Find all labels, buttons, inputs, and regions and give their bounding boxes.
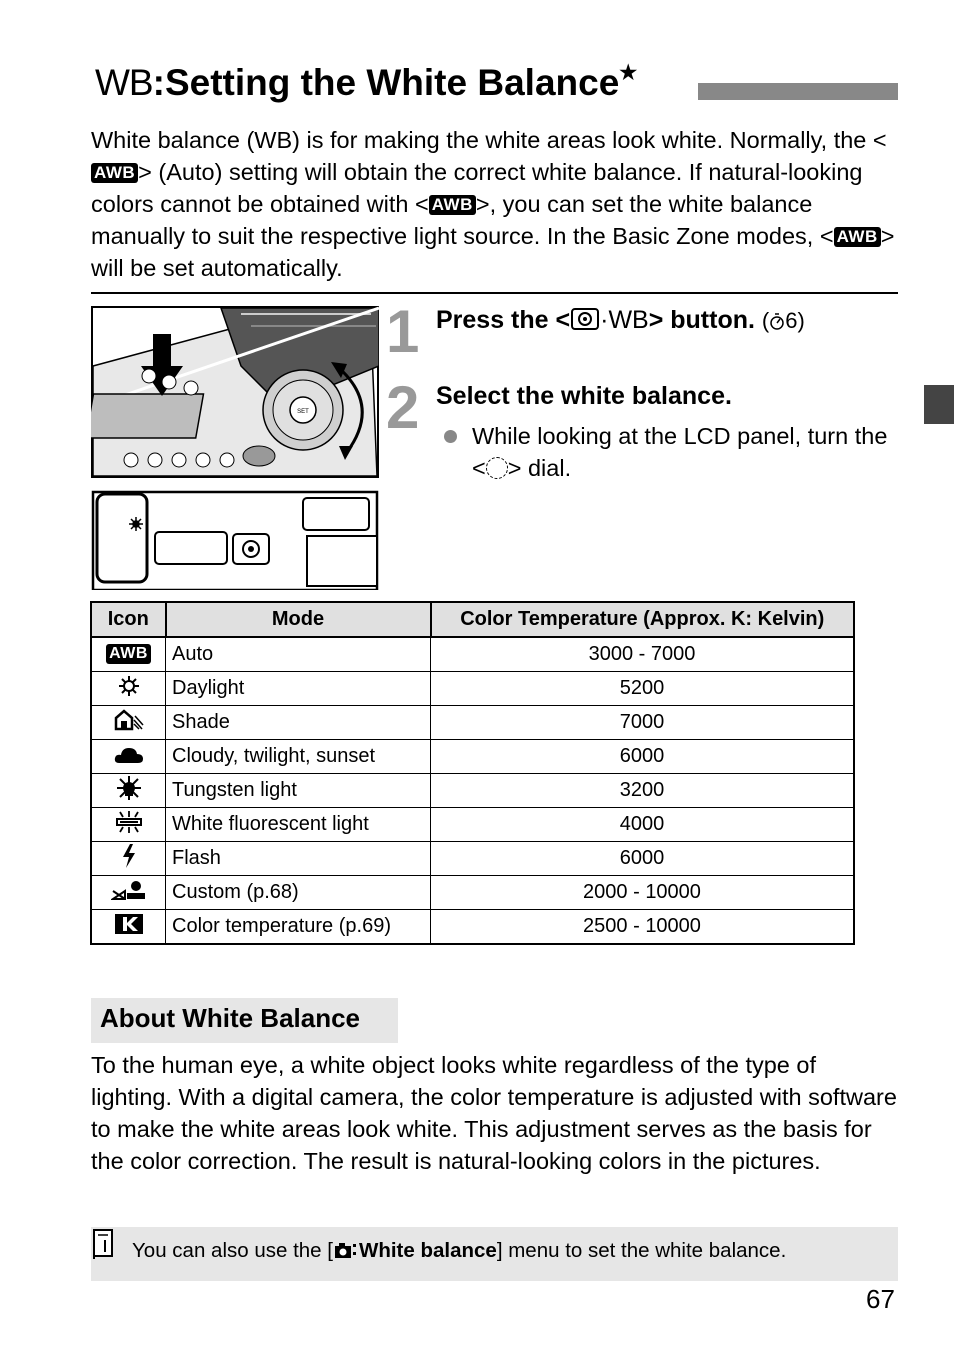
intro-paragraph bbox=[91, 124, 901, 284]
temperature-cell: 6000 bbox=[431, 842, 855, 876]
table-row bbox=[91, 876, 854, 910]
awb-icon: AWB bbox=[91, 163, 138, 183]
intro-text-2: > (Auto) setting will obtain the correct white balance. If natural-looking colors cannot be obtained with < bbox=[91, 159, 863, 217]
shooting-menu-icon bbox=[333, 1240, 359, 1260]
table-row bbox=[91, 706, 854, 740]
cloudy-icon bbox=[114, 743, 144, 765]
mode-cell: Auto bbox=[166, 637, 431, 672]
fluorescent-icon bbox=[115, 810, 143, 834]
star-icon: ★ bbox=[619, 62, 638, 84]
timer-note: ( 6) bbox=[761, 308, 805, 333]
step-1-title: Press the < ·WB> button. ( 6) bbox=[436, 306, 805, 334]
header-mode: Mode bbox=[166, 602, 431, 637]
step-2-number: 2 bbox=[386, 374, 420, 441]
note-text-pre: You can also use the [ bbox=[132, 1239, 333, 1262]
table-row bbox=[91, 740, 854, 774]
section-divider bbox=[91, 292, 898, 294]
note-text bbox=[132, 1239, 786, 1263]
instruction-text-b: > dial. bbox=[507, 455, 572, 481]
camera-top-illustration bbox=[91, 306, 379, 478]
timer-seconds: 6 bbox=[785, 308, 798, 333]
temperature-cell: 2000 - 10000 bbox=[431, 876, 855, 910]
chapter-tab bbox=[924, 385, 954, 424]
title-colon: : bbox=[152, 62, 165, 103]
page-title bbox=[95, 62, 637, 104]
mode-cell: White fluorescent light bbox=[166, 808, 431, 842]
intro-text-1: White balance (WB) is for making the white areas look white. Normally, the < bbox=[91, 127, 887, 153]
lcd-panel-illustration bbox=[91, 490, 379, 590]
table-row bbox=[91, 842, 854, 876]
temperature-cell: 7000 bbox=[431, 706, 855, 740]
custom-wb-icon bbox=[111, 879, 147, 901]
title-rule-bar bbox=[698, 83, 898, 100]
white-balance-table bbox=[90, 601, 855, 945]
main-dial-icon bbox=[486, 457, 508, 479]
mode-cell: Custom (p.68) bbox=[166, 876, 431, 910]
instruction-text-a: While looking at the LCD panel, turn the < bbox=[472, 423, 888, 481]
step-2-title: Select the white balance. bbox=[436, 382, 732, 410]
note-text-post: ] menu to set the white balance. bbox=[496, 1239, 787, 1262]
mode-cell: Tungsten light bbox=[166, 774, 431, 808]
wb-symbol: WB bbox=[95, 62, 153, 103]
temperature-cell: 6000 bbox=[431, 740, 855, 774]
header-temperature: Color Temperature (Approx. K: Kelvin) bbox=[431, 602, 855, 637]
page-number: 67 bbox=[866, 1284, 895, 1314]
about-heading: About White Balance bbox=[100, 1003, 361, 1033]
metering-icon bbox=[570, 307, 600, 331]
temperature-cell: 3200 bbox=[431, 774, 855, 808]
table-header-row bbox=[91, 602, 854, 637]
temperature-cell: 2500 - 10000 bbox=[431, 910, 855, 945]
table-row bbox=[91, 910, 854, 945]
about-paragraph: To the human eye, a white object looks white regardless of the type of lighting. With a digital camera, the color temperature is adjusted with software to make the white areas look white. This adjustment serves as the basis for the color correction. The result is natural-looking colors in the pictures. bbox=[91, 1052, 897, 1174]
daylight-icon bbox=[117, 674, 141, 698]
temperature-cell: 5200 bbox=[431, 672, 855, 706]
memo-icon bbox=[91, 1227, 121, 1261]
step-1-number: 1 bbox=[386, 298, 420, 365]
table-row bbox=[91, 774, 854, 808]
table-row bbox=[91, 672, 854, 706]
step-1-prefix: Press the < bbox=[436, 306, 571, 334]
note-box bbox=[91, 1227, 898, 1281]
header-icon: Icon bbox=[91, 602, 166, 637]
mode-cell: Color temperature (p.69) bbox=[166, 910, 431, 945]
wb-button-symbol: WB bbox=[608, 306, 649, 334]
svg-text:SET: SET bbox=[297, 409, 309, 415]
mode-cell: Daylight bbox=[166, 672, 431, 706]
intro-text-3: >, you can set the white balance manually to suit the respective light source. In the Basic Zone modes, < bbox=[91, 191, 834, 249]
mode-cell: Shade bbox=[166, 706, 431, 740]
temperature-cell: 4000 bbox=[431, 808, 855, 842]
awb-icon: AWB bbox=[429, 195, 476, 215]
step-1-suffix: > button. bbox=[648, 306, 755, 334]
temperature-cell: 3000 - 7000 bbox=[431, 637, 855, 672]
mode-cell: Flash bbox=[166, 842, 431, 876]
intro-text-4: > will be set automatically. bbox=[91, 223, 895, 281]
step-2-instruction bbox=[472, 420, 892, 484]
timer-icon bbox=[769, 311, 785, 331]
table-row bbox=[91, 808, 854, 842]
title-text: Setting the White Balance bbox=[164, 62, 620, 103]
table-row bbox=[91, 637, 854, 672]
awb-icon: AWB bbox=[106, 644, 151, 664]
note-menu-name: White balance bbox=[358, 1239, 497, 1262]
awb-icon: AWB bbox=[834, 227, 881, 247]
kelvin-icon bbox=[114, 913, 144, 935]
flash-icon bbox=[121, 843, 137, 869]
shade-icon bbox=[114, 708, 144, 732]
about-heading-box bbox=[91, 998, 398, 1043]
mode-cell: Cloudy, twilight, sunset bbox=[166, 740, 431, 774]
tungsten-icon bbox=[116, 775, 142, 801]
bullet-icon bbox=[444, 430, 457, 443]
